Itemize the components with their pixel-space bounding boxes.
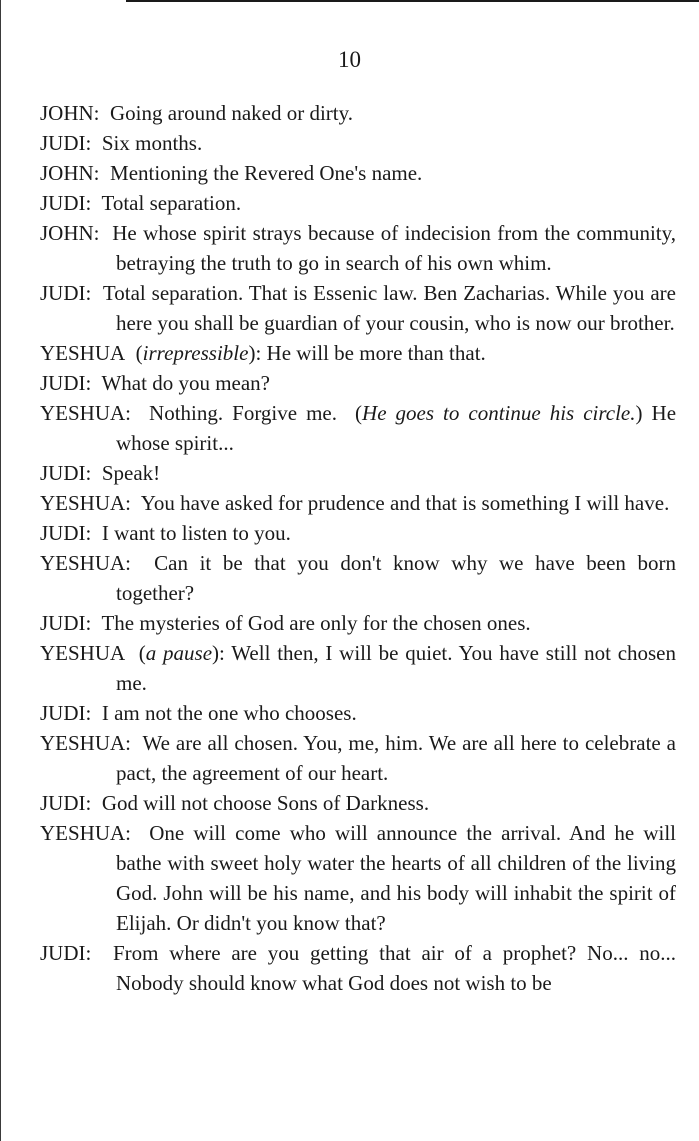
dialogue-text: What do you mean? [101, 371, 270, 395]
dialogue-line [40, 338, 676, 368]
dialogue-line [40, 638, 676, 698]
dialogue-line [40, 728, 676, 788]
speaker-name: JUDI: [40, 461, 92, 485]
dialogue-text: One will come who will announce the arrival. And he will bathe with sweet holy water the hearts of all children of the living God. John will be his name, and his body will inhabit the spirit of Elijah. Or didn't you know that? [116, 821, 676, 935]
dialogue-text: Total separation. That is Essenic law. Ben Zacharias. While you are here you shall be guardian of your cousin, who is now our brother. [102, 281, 676, 335]
dialogue-text: God will not choose Sons of Darkness. [101, 791, 430, 815]
dialogue-text: Well then, I will be quiet. You have still not chosen me. [116, 641, 677, 695]
dialogue-line [40, 518, 676, 548]
dialogue-line [40, 218, 676, 278]
speaker-name: JUDI: [40, 521, 92, 545]
dialogue-line [40, 98, 676, 128]
page-left-edge [0, 0, 1, 1141]
stage-direction: irrepressible [142, 341, 249, 365]
dialogue-text-after: He whose spirit... [116, 401, 677, 455]
dialogue-text: Total separation. [101, 191, 242, 215]
speaker-name: JOHN: [40, 221, 100, 245]
dialogue-text: Mentioning the Revered One's name. [110, 161, 423, 185]
dialogue-text: Can it be that you don't know why we have been born together? [116, 551, 676, 605]
speaker-name: YESHUA [40, 641, 126, 665]
dialogue-text: We are all chosen. You, me, him. We are all here to celebrate a pact, the agreement of our heart. [116, 731, 676, 785]
dialogue-line [40, 608, 676, 638]
dialogue-line [40, 788, 676, 818]
dialogue-line [40, 488, 676, 518]
speaker-name: YESHUA: [40, 401, 132, 425]
dialogue-line [40, 368, 676, 398]
dialogue-text: The mysteries of God are only for the chosen ones. [101, 611, 531, 635]
speaker-name: YESHUA: [40, 731, 132, 755]
speaker-name: JUDI: [40, 611, 92, 635]
speaker-name: JOHN: [40, 161, 100, 185]
dialogue-line [40, 548, 676, 608]
dialogue-text: You have asked for prudence and that is something I will have. [140, 491, 670, 515]
speaker-name: JUDI: [40, 941, 92, 965]
speaker-name: YESHUA: [40, 551, 132, 575]
dialogue-line [40, 128, 676, 158]
speaker-name: YESHUA: [40, 491, 132, 515]
script-body [40, 98, 676, 998]
paren-open: ( [138, 641, 146, 665]
speaker-name: JUDI: [40, 281, 92, 305]
paren-open: ( [355, 401, 363, 425]
dialogue-text: I am not the one who chooses. [101, 701, 357, 725]
stage-direction: He goes to continue his circle. [362, 401, 636, 425]
paren-close: ) [635, 401, 643, 425]
dialogue-line [40, 158, 676, 188]
speaker-name: JOHN: [40, 101, 100, 125]
speaker-name: YESHUA: [40, 821, 132, 845]
dialogue-line [40, 458, 676, 488]
speaker-name: YESHUA [40, 341, 126, 365]
dialogue-text: He will be more than that. [266, 341, 486, 365]
dialogue-line [40, 818, 676, 938]
dialogue-text: Six months. [101, 131, 203, 155]
dialogue-text: I want to listen to you. [101, 521, 291, 545]
paren-open: ( [135, 341, 143, 365]
dialogue-text: From where are you getting that air of a prophet? No... no... Nobody should know what God does not wish to be [112, 941, 677, 995]
dialogue-text: He whose spirit strays because of indecision from the community, betraying the truth to go in search of his own whim. [112, 221, 676, 275]
dialogue-line [40, 698, 676, 728]
stage-direction: a pause [145, 641, 213, 665]
paren-close: ): [212, 641, 225, 665]
dialogue-text: Nothing. Forgive me. [149, 401, 338, 425]
dialogue-line [40, 188, 676, 218]
speaker-name: JUDI: [40, 131, 92, 155]
dialogue-text: Speak! [101, 461, 161, 485]
dialogue-line [40, 938, 676, 998]
speaker-name: JUDI: [40, 791, 92, 815]
page-top-edge [126, 0, 699, 2]
dialogue-text: Going around naked or dirty. [110, 101, 354, 125]
paren-close: ): [248, 341, 262, 365]
dialogue-line [40, 278, 676, 338]
dialogue-line [40, 398, 676, 458]
speaker-name: JUDI: [40, 371, 92, 395]
speaker-name: JUDI: [40, 191, 92, 215]
speaker-name: JUDI: [40, 701, 92, 725]
page-number: 10 [338, 47, 361, 72]
